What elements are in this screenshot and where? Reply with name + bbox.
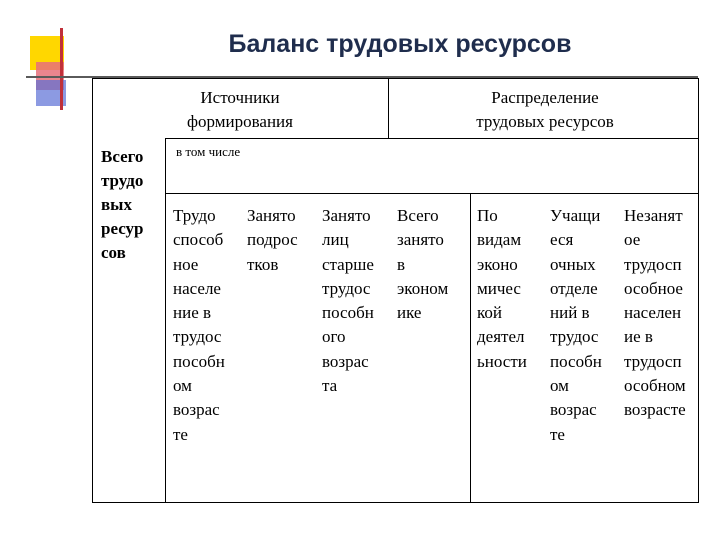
- column-able-bodied-population: Трудо способ ное населе ние в трудос пособн ом возрас те: [173, 206, 225, 444]
- decor-vertical-bar: [60, 28, 63, 110]
- header-distribution: Распределение трудовых ресурсов: [476, 88, 614, 131]
- subheader-bottom-line: [165, 193, 698, 194]
- column-employed-elderly: Занято лиц старше трудос пособн ого возрас та: [322, 206, 374, 396]
- column-employed-teenagers: Занято подрос тков: [247, 206, 298, 274]
- column-by-activity: По видам эконо мичес кой деятел ьности: [477, 206, 527, 371]
- header-sources: Источники формирования: [187, 88, 293, 131]
- total-column-divider: [165, 138, 166, 503]
- distribution-divider: [470, 193, 471, 503]
- including-label: в том числе: [176, 144, 241, 159]
- total-resources-label: Всего трудо вых ресур сов: [101, 147, 144, 262]
- column-full-time-students: Учащи еся очных отделе ний в трудос пособн ом возрас те: [550, 206, 602, 444]
- column-total-employed: Всего занято в эконом ике: [397, 206, 449, 323]
- slide-title: Баланс трудовых ресурсов: [228, 30, 572, 58]
- header-divider: [388, 78, 389, 138]
- column-unemployed: Незанят ое трудосп особное населен ие в трудосп особном возрасте: [624, 206, 686, 420]
- header-bottom-line: [165, 138, 698, 139]
